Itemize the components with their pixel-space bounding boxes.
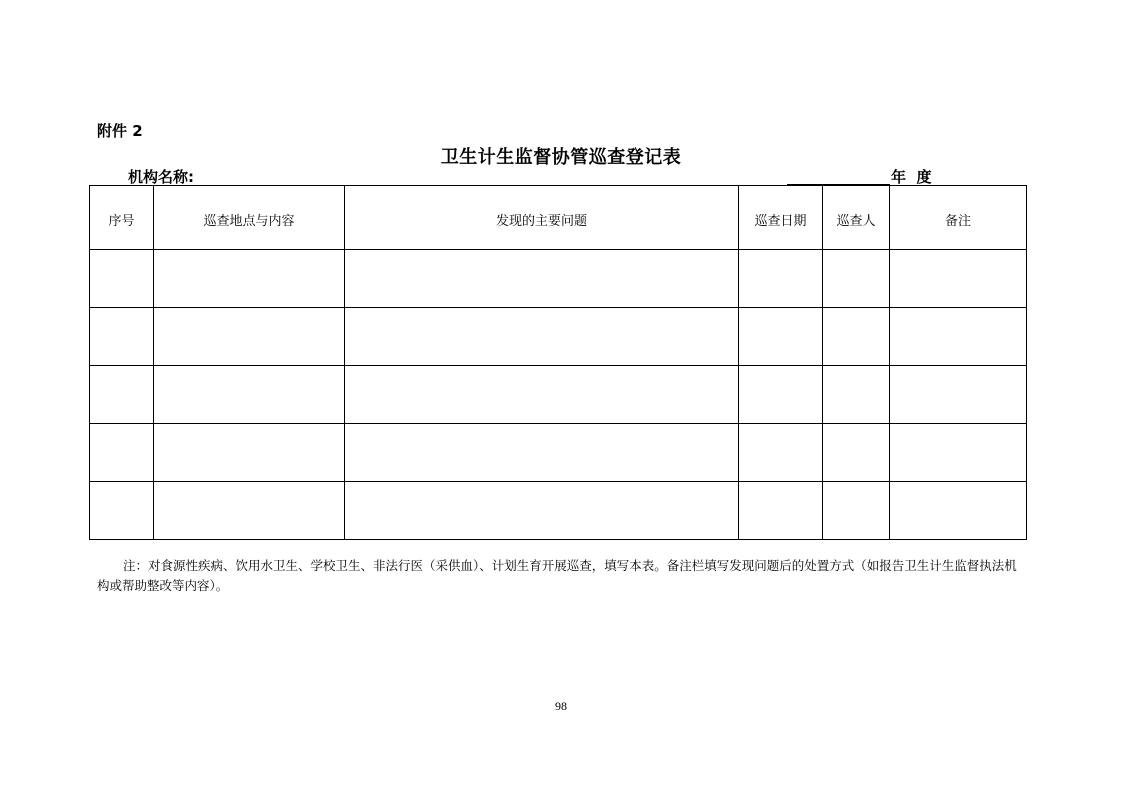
org-name-label: 机构名称: [128, 168, 194, 186]
table-cell [154, 424, 345, 482]
table-cell [823, 424, 890, 482]
table-cell [739, 424, 823, 482]
col-header-location: 巡查地点与内容 [154, 186, 345, 250]
attachment-label: 附件 2 [97, 122, 143, 140]
form-title: 卫生计生监督协管巡查登记表 [440, 147, 682, 168]
table-cell [90, 250, 154, 308]
table-cell [890, 424, 1027, 482]
table-cell [154, 308, 345, 366]
table-cell [154, 482, 345, 540]
table-cell [823, 250, 890, 308]
table-row [90, 482, 1027, 540]
table-cell [90, 308, 154, 366]
table-row [90, 308, 1027, 366]
table-cell [154, 250, 345, 308]
table-cell [890, 250, 1027, 308]
table-cell [890, 308, 1027, 366]
register-table [89, 185, 1027, 540]
table-cell [345, 424, 739, 482]
table-row [90, 424, 1027, 482]
table-cell [154, 366, 345, 424]
table-cell [90, 366, 154, 424]
table-cell [90, 482, 154, 540]
table-cell [739, 250, 823, 308]
table-row [90, 250, 1027, 308]
page-number: 98 [555, 699, 567, 713]
table-cell [345, 308, 739, 366]
col-header-inspector: 巡查人 [823, 186, 890, 250]
table-cell [823, 482, 890, 540]
table-cell [345, 366, 739, 424]
col-header-date: 巡查日期 [739, 186, 823, 250]
table-cell [890, 366, 1027, 424]
col-header-issues: 发现的主要问题 [345, 186, 739, 250]
table-cell [739, 308, 823, 366]
table-cell [823, 308, 890, 366]
table-cell [823, 366, 890, 424]
table-cell [739, 482, 823, 540]
footnote: 注：对食源性疾病、饮用水卫生、学校卫生、非法行医（采供血）、计划生育开展巡查，填写本表。备注栏填写发现问题后的处置方式（如报告卫生计生监督执法机构或帮助整改等内容）。 [97, 558, 1017, 593]
table-cell [90, 424, 154, 482]
table-cell [345, 482, 739, 540]
col-header-remarks: 备注 [890, 186, 1027, 250]
col-header-index: 序号 [90, 186, 154, 250]
year-label: 年 度 [891, 168, 932, 186]
table-row [90, 366, 1027, 424]
table-cell [739, 366, 823, 424]
table-cell [890, 482, 1027, 540]
header-row [90, 186, 1027, 250]
table-cell [345, 250, 739, 308]
